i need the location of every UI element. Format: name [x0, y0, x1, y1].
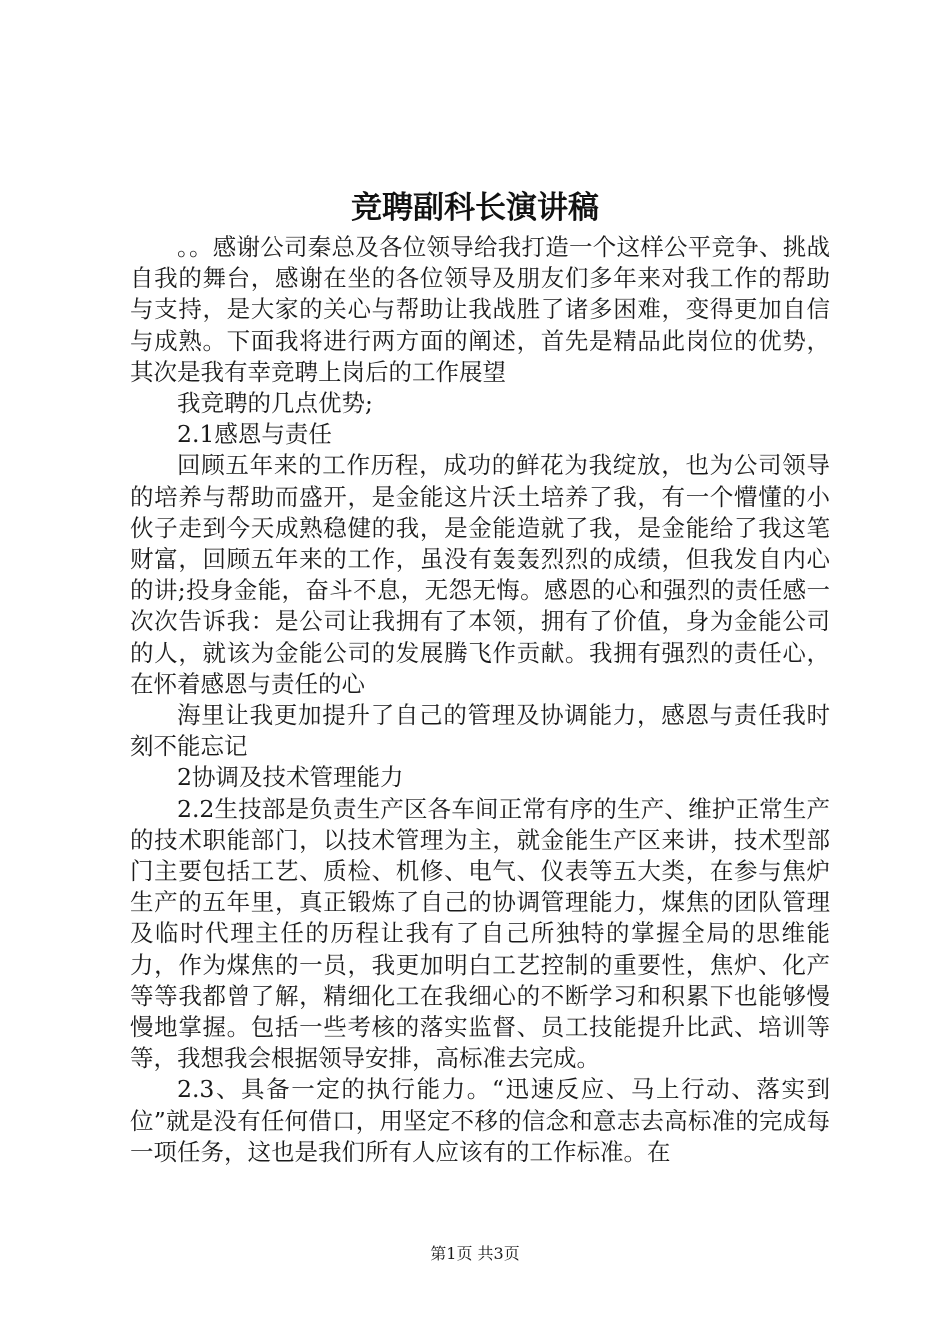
paragraph-intro: 。。感谢公司秦总及各位领导给我打造一个这样公平竞争、挑战自我的舞台，感谢在坐的各位领导及朋友们多年来对我工作的帮助与支持，是大家的关心与帮助让我战胜了诸多困难，变得更加自信与成熟。下面我将进行两方面的阐述，首先是精品此岗位的优势，其次是我有幸竞聘上岗后的工作展望 — [130, 233, 830, 386]
paragraph-technical-management: 2.2生技部是负责生产区各车间正常有序的生产、维护正常生产的技术职能部门，以技术管理为主，就金能生产区来讲，技术型部门主要包括工艺、质检、机修、电气、仪表等五大类，在参与焦炉生产的五年里，真正锻炼了自己的协调管理能力，煤焦的团队管理及临时代理主任的历程让我有了自己所独特的掌握全局的思维能力，作为煤焦的一员，我更加明白工艺控制的重要性，焦炉、化产等等我都曾了解，精细化工在我细心的不断学习和积累下也能够慢慢地掌握。包括一些考核的落实监督、员工技能提升比武、培训等等，我想我会根据领导安排，高标准去完成。 — [130, 794, 830, 1073]
document-title: 竞聘副科长演讲稿 — [351, 190, 599, 226]
paragraph-gratitude-cont: 海里让我更加提升了自己的管理及协调能力，感恩与责任我时刻不能忘记 — [130, 701, 830, 761]
document-body — [130, 232, 830, 1168]
paragraph-gratitude: 回顾五年来的工作历程，成功的鲜花为我绽放，也为公司领导的培养与帮助而盛开，是金能这片沃土培养了我，有一个懵懂的小伙子走到今天成熟稳健的我，是金能造就了我，是金能给了我这笔财富，回顾五年来的工作，虽没有轰轰烈烈的成绩，但我发自内心的讲;投身金能，奋斗不息，无怨无悔。感恩的心和强烈的责任感一次次告诉我：是公司让我拥有了本领，拥有了价值，身为金能公司的人，就该为金能公司的发展腾飞作贡献。我拥有强烈的责任心，在怀着感恩与责任的心 — [130, 451, 830, 698]
paragraph-section-2-1-heading: 2.1感恩与责任 — [177, 420, 332, 449]
paragraph-execution: 2.3、具备一定的执行能力。“迅速反应、马上行动、落实到位”就是没有任何借口，用坚定不移的信念和意志去高标准的完成每一项任务，这也是我们所有人应该有的工作标准。在 — [130, 1075, 830, 1166]
page-number: 第1页 共3页 — [430, 1244, 520, 1263]
paragraph-section-2-heading: 2协调及技术管理能力 — [177, 763, 404, 792]
paragraph-advantages-heading: 我竞聘的几点优势; — [177, 389, 373, 418]
